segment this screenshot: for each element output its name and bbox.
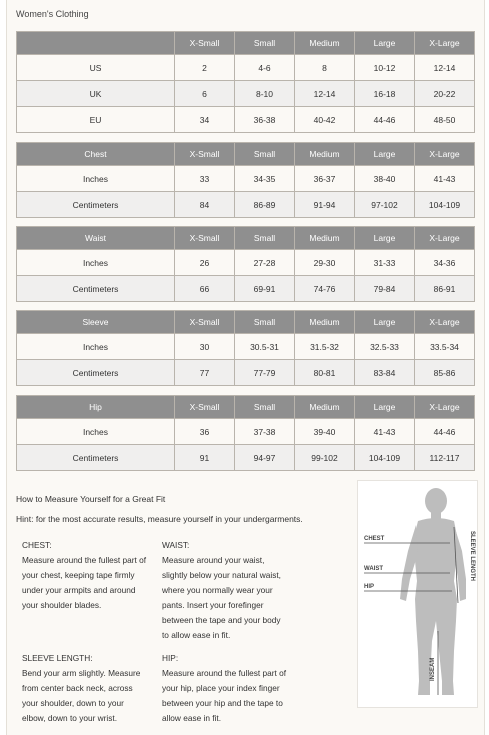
table-row [17,55,475,81]
table-cell: 84 [175,192,235,218]
table-cell: 86-91 [415,276,475,302]
row-label: Inches [17,250,175,276]
size-table [16,226,475,302]
table-row [17,445,475,471]
table-category-label: Hip [17,396,175,419]
table-cell: 97-102 [355,192,415,218]
size-column-header: X-Small [175,143,235,166]
table-cell: 31.5-32 [295,334,355,360]
table-cell: 37-38 [235,419,295,445]
figure-label-waist: WAIST [364,566,383,572]
table-cell: 112-117 [415,445,475,471]
table-cell: 16-18 [355,81,415,107]
size-column-header: Medium [295,311,355,334]
table-cell: 77 [175,360,235,386]
table-cell: 20-22 [415,81,475,107]
table-cell: 36-37 [295,166,355,192]
table-row [17,250,475,276]
table-row [17,276,475,302]
size-column-header: Large [355,227,415,250]
row-label: EU [17,107,175,133]
chest-line: your chest, keeping tape firmly [22,570,135,580]
table-header-row [17,227,475,250]
hip-heading: HIP: [162,653,179,663]
table-cell: 48-50 [415,107,475,133]
table-row [17,81,475,107]
waist-line: to allow ease in fit. [162,630,231,640]
table-cell: 34-35 [235,166,295,192]
size-column-header: X-Large [415,227,475,250]
table-cell: 31-33 [355,250,415,276]
size-column-header: X-Large [415,143,475,166]
size-column-header: Small [235,396,295,419]
measurement-figure [357,480,478,708]
sleeve-line: elbow, down to your wrist. [22,713,117,723]
table-cell: 32.5-33 [355,334,415,360]
table-header-row [17,311,475,334]
table-cell: 34 [175,107,235,133]
waist-line: pants. Insert your forefinger [162,600,264,610]
row-label: Inches [17,334,175,360]
table-cell: 12-14 [295,81,355,107]
waist-heading: WAIST: [162,540,190,550]
howto-title: How to Measure Yourself for a Great Fit [16,494,166,504]
table-cell: 80-81 [295,360,355,386]
chest-line: under your armpits and around [22,585,136,595]
table-cell: 30.5-31 [235,334,295,360]
table-row [17,419,475,445]
body-silhouette [358,481,477,707]
size-column-header: Large [355,396,415,419]
table-cell: 36 [175,419,235,445]
table-cell: 2 [175,55,235,81]
table-cell: 91-94 [295,192,355,218]
table-cell: 6 [175,81,235,107]
table-cell: 8 [295,55,355,81]
waist-line: Measure around your waist, [162,555,265,565]
table-cell: 83-84 [355,360,415,386]
table-row [17,360,475,386]
size-column-header: Medium [295,396,355,419]
silhouette-head [425,488,447,514]
table-cell: 79-84 [355,276,415,302]
table-cell: 40-42 [295,107,355,133]
chest-instructions [22,538,146,613]
size-column-header: Medium [295,227,355,250]
size-table [16,310,475,386]
size-column-header: X-Large [415,396,475,419]
figure-label-sleeve: SLEEVE LENGTH [469,531,475,582]
table-header-row [17,143,475,166]
table-header-row [17,32,475,55]
table-cell: 38-40 [355,166,415,192]
table-category-label: Chest [17,143,175,166]
row-label: US [17,55,175,81]
size-column-header: X-Small [175,396,235,419]
size-column-header: X-Large [415,32,475,55]
figure-label-hip: HIP [364,584,375,590]
chest-line: Measure around the fullest part of [22,555,147,565]
sleeve-instructions [22,651,140,726]
table-cell: 33 [175,166,235,192]
row-label: Centimeters [17,276,175,302]
table-cell: 33.5-34 [415,334,475,360]
size-column-header: Large [355,311,415,334]
table-cell: 44-46 [415,419,475,445]
table-cell: 91 [175,445,235,471]
size-column-header: Small [235,311,295,334]
size-table [16,31,475,133]
sleeve-line: your shoulder, down to your [22,698,124,708]
waist-line: slightly below your natural waist, [162,570,281,580]
size-column-header: X-Small [175,311,235,334]
chest-line: your shoulder blades. [22,600,102,610]
table-cell: 8-10 [235,81,295,107]
table-cell: 99-102 [295,445,355,471]
hip-line: your hip, place your index finger [162,683,280,693]
size-column-header: X-Small [175,32,235,55]
size-table [16,395,475,471]
table-cell: 69-91 [235,276,295,302]
table-row [17,334,475,360]
table-cell: 12-14 [415,55,475,81]
table-cell: 39-40 [295,419,355,445]
size-column-header: X-Large [415,311,475,334]
waist-line: where you normally wear your [162,585,273,595]
figure-label-chest: CHEST [364,536,385,542]
size-column-header: Small [235,143,295,166]
table-cell: 74-76 [295,276,355,302]
size-column-header: Medium [295,32,355,55]
table-cell: 104-109 [415,192,475,218]
table-cell: 10-12 [355,55,415,81]
waist-instructions [162,538,281,643]
table-category-label: Sleeve [17,311,175,334]
table-cell: 77-79 [235,360,295,386]
howto-hint: Hint: for the most accurate results, measure yourself in your undergarments. [16,514,303,524]
hip-line: allow ease in fit. [162,713,222,723]
size-column-header: Small [235,32,295,55]
table-cell: 94-97 [235,445,295,471]
table-cell: 30 [175,334,235,360]
hip-instructions [162,651,286,726]
table-cell: 44-46 [355,107,415,133]
table-cell: 27-28 [235,250,295,276]
table-cell: 36-38 [235,107,295,133]
size-column-header: Large [355,32,415,55]
sleeve-line: from center back neck, across [22,683,133,693]
table-cell: 85-86 [415,360,475,386]
row-label: UK [17,81,175,107]
sleeve-line: Bend your arm slightly. Measure [22,668,141,678]
page-title: Women's Clothing [16,9,89,19]
row-label: Centimeters [17,445,175,471]
table-cell: 34-36 [415,250,475,276]
table-row [17,192,475,218]
row-label: Inches [17,419,175,445]
table-cell: 86-89 [235,192,295,218]
table-category-label: Waist [17,227,175,250]
size-column-header: Small [235,227,295,250]
table-cell: 26 [175,250,235,276]
row-label: Centimeters [17,360,175,386]
waist-line: between the tape and your body [162,615,281,625]
chest-heading: CHEST: [22,540,52,550]
table-row [17,107,475,133]
size-column-header: X-Small [175,227,235,250]
table-cell: 29-30 [295,250,355,276]
hip-line: Measure around the fullest part of [162,668,287,678]
figure-label-inseam: INSEAM [430,657,436,681]
row-label: Inches [17,166,175,192]
size-chart-page [6,0,485,735]
table-cell: 104-109 [355,445,415,471]
table-cell: 66 [175,276,235,302]
size-column-header: Medium [295,143,355,166]
hip-line: between your hip and the tape to [162,698,283,708]
row-label: Centimeters [17,192,175,218]
table-cell: 41-43 [355,419,415,445]
table-cell: 41-43 [415,166,475,192]
table-row [17,166,475,192]
sleeve-heading: SLEEVE LENGTH: [22,653,93,663]
size-column-header: Large [355,143,415,166]
table-category-label [17,32,175,55]
table-header-row [17,396,475,419]
size-table [16,142,475,218]
table-cell: 4-6 [235,55,295,81]
